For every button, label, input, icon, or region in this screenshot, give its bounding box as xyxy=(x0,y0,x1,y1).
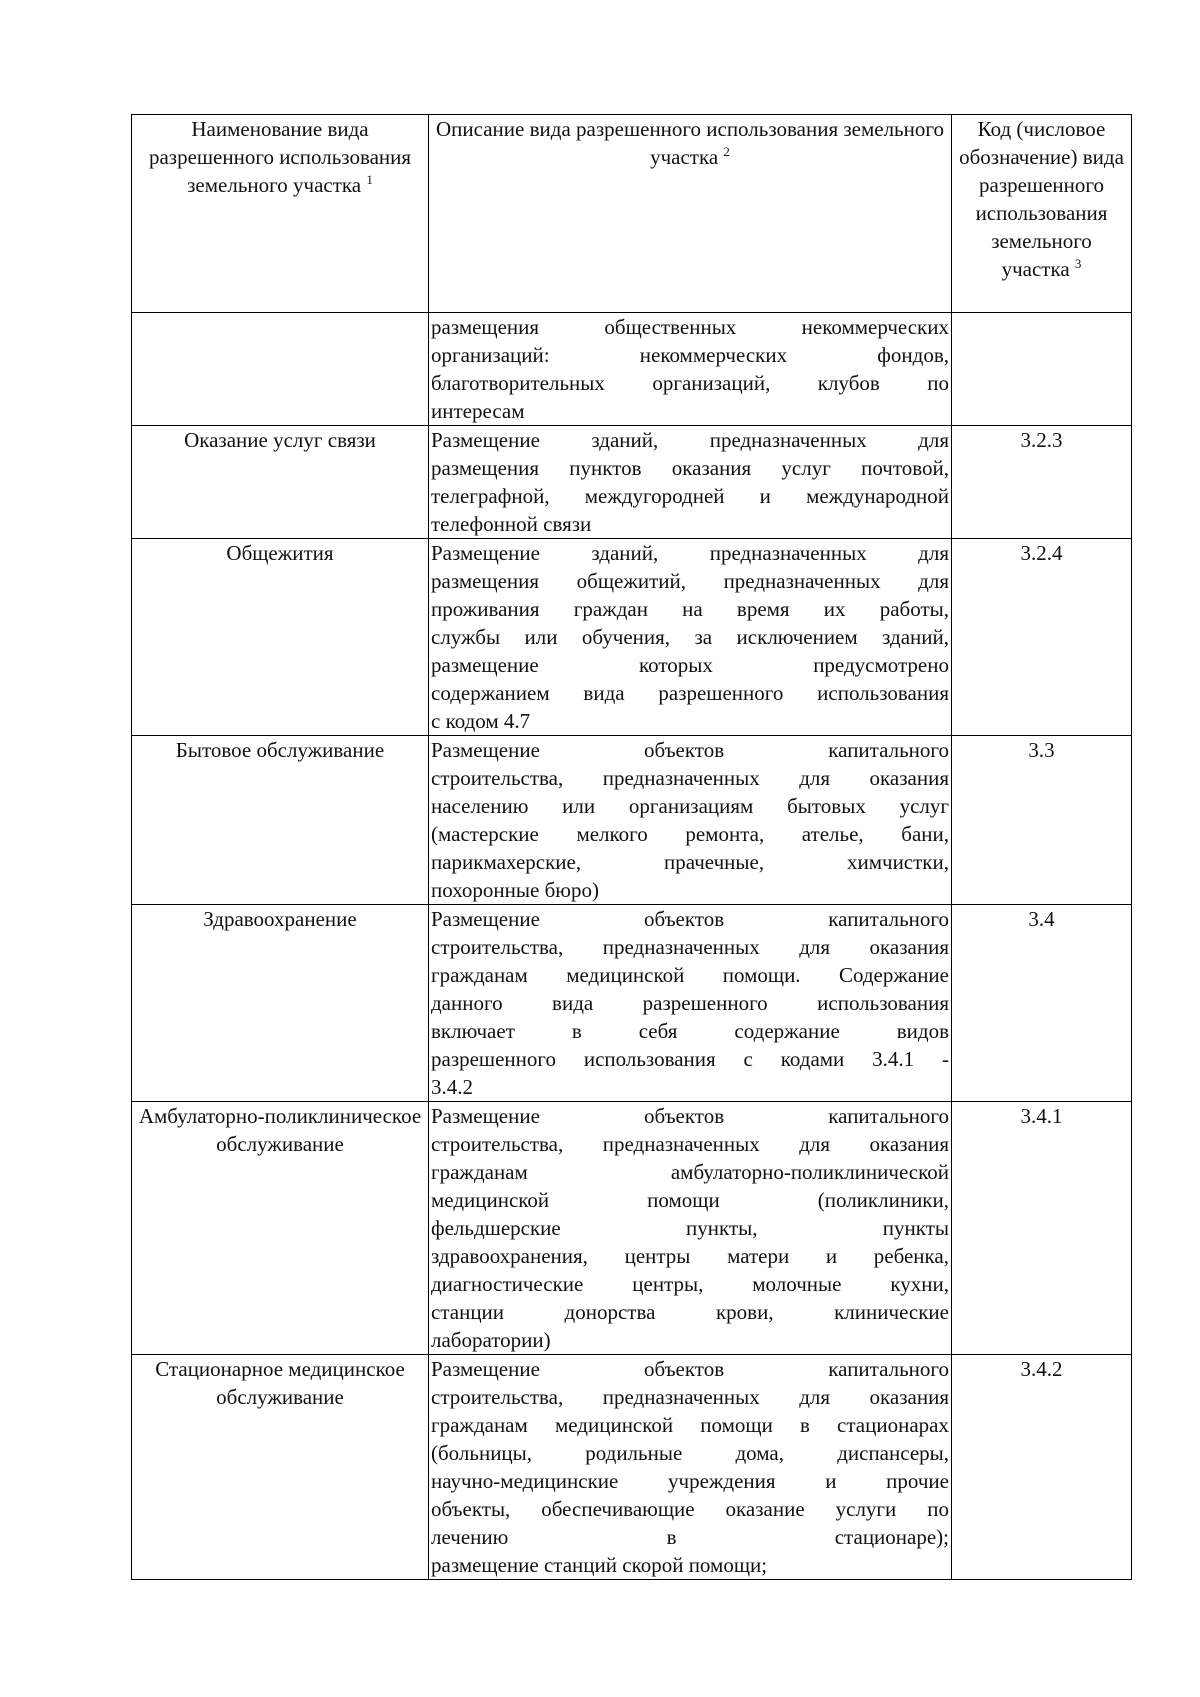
header-description-text: Описание вида разрешенного использования земельного участка xyxy=(436,117,944,169)
description-line: Размещение зданий, предназначенных для xyxy=(431,541,949,565)
description-line: Размещение объектов капитального xyxy=(431,738,949,762)
land-use-name-cell xyxy=(132,313,429,426)
description-line: Размещение зданий, предназначенных для xyxy=(431,428,949,452)
footnote-mark-1: 1 xyxy=(366,172,373,187)
table-row xyxy=(132,1355,1132,1580)
land-use-name-cell: Бытовое обслуживание xyxy=(132,736,429,905)
description-line: данного вида разрешенного использования xyxy=(431,991,949,1015)
land-use-code-cell: 3.2.3 xyxy=(952,426,1132,539)
description-line: Размещение объектов капитального xyxy=(431,1104,949,1128)
description-line: парикмахерские, прачечные, химчистки, xyxy=(431,850,949,874)
description-line: гражданам амбулаторно-поликлинической xyxy=(431,1160,949,1184)
description-line: 3.4.2 xyxy=(431,1075,473,1099)
description-line: похоронные бюро) xyxy=(431,878,599,902)
description-line: строительства, предназначенных для оказания xyxy=(431,766,949,790)
land-use-code-cell: 3.4.1 xyxy=(952,1102,1132,1355)
description-line: размещения общественных некоммерческих xyxy=(431,315,949,339)
table-row xyxy=(132,313,1132,426)
land-use-name-cell: Стационарное медицинское обслуживание xyxy=(132,1355,429,1580)
description-line: благотворительных организаций, клубов по xyxy=(431,371,949,395)
description-line: объекты, обеспечивающие оказание услуги по xyxy=(431,1497,949,1521)
description-line: включает в себя содержание видов xyxy=(431,1019,949,1043)
description-line: гражданам медицинской помощи. Содержание xyxy=(431,963,949,987)
description-line: населению или организациям бытовых услуг xyxy=(431,794,949,818)
land-use-name-cell: Здравоохранение xyxy=(132,905,429,1102)
description-line: размещения общежитий, предназначенных для xyxy=(431,569,949,593)
table-row xyxy=(132,905,1132,1102)
description-line: проживания граждан на время их работы, xyxy=(431,597,949,621)
description-line: диагностические центры, молочные кухни, xyxy=(431,1272,949,1296)
land-use-description-cell xyxy=(429,736,952,905)
land-use-name-cell: Общежития xyxy=(132,539,429,736)
description-line: с кодом 4.7 xyxy=(431,709,531,733)
description-line: содержанием вида разрешенного использования xyxy=(431,681,949,705)
footnote-mark-3: 3 xyxy=(1074,256,1082,271)
header-name-text: Наименование вида разрешенного использования земельного участка xyxy=(148,117,412,197)
description-line: Размещение объектов капитального xyxy=(431,1357,949,1381)
land-use-description-cell xyxy=(429,905,952,1102)
description-line: медицинской помощи (поликлиники, xyxy=(431,1188,949,1212)
description-line: здравоохранения, центры матери и ребенка, xyxy=(431,1244,949,1268)
description-line: размещения пунктов оказания услуг почтовой, xyxy=(431,456,949,480)
description-line: строительства, предназначенных для оказания xyxy=(431,1385,949,1409)
table-row xyxy=(132,426,1132,539)
header-code-text: Код (числовое обозначение) вида разрешенного использования земельного участка xyxy=(959,117,1124,281)
description-line: телеграфной, междугородней и международной xyxy=(431,484,949,508)
land-use-description-cell xyxy=(429,1355,952,1580)
land-use-description-cell xyxy=(429,539,952,736)
land-use-code-cell: 3.2.4 xyxy=(952,539,1132,736)
description-line: службы или обучения, за исключением зданий, xyxy=(431,625,949,649)
land-use-description-cell xyxy=(429,313,952,426)
header-description-cell xyxy=(429,115,952,313)
land-use-table xyxy=(131,114,1132,1580)
land-use-code-cell: 3.4.2 xyxy=(952,1355,1132,1580)
description-line: строительства, предназначенных для оказания xyxy=(431,1132,949,1156)
description-line: организаций: некоммерческих фондов, xyxy=(431,343,949,367)
land-use-code-cell xyxy=(952,313,1132,426)
land-use-description-cell xyxy=(429,1102,952,1355)
description-line: (больницы, родильные дома, диспансеры, xyxy=(431,1441,949,1465)
description-line: телефонной связи xyxy=(431,512,592,536)
description-line: научно-медицинские учреждения и прочие xyxy=(431,1469,949,1493)
description-line: фельдшерские пункты, пункты xyxy=(431,1216,949,1240)
description-line: строительства, предназначенных для оказания xyxy=(431,935,949,959)
header-name-cell xyxy=(132,115,429,313)
header-code-cell xyxy=(952,115,1132,313)
table-row xyxy=(132,539,1132,736)
description-line: станции донорства крови, клинические xyxy=(431,1300,949,1324)
table-row xyxy=(132,1102,1132,1355)
land-use-name-cell: Оказание услуг связи xyxy=(132,426,429,539)
description-line: гражданам медицинской помощи в стационарах xyxy=(431,1413,949,1437)
footnote-mark-2: 2 xyxy=(723,144,730,159)
description-line: лечению в стационаре); xyxy=(431,1525,949,1549)
land-use-code-cell: 3.4 xyxy=(952,905,1132,1102)
description-line: интересам xyxy=(431,399,525,423)
description-line: размещение станций скорой помощи; xyxy=(431,1553,768,1577)
land-use-description-cell xyxy=(429,426,952,539)
description-line: разрешенного использования с кодами 3.4.1 - xyxy=(431,1047,949,1071)
description-line: Размещение объектов капитального xyxy=(431,907,949,931)
description-line: лаборатории) xyxy=(431,1328,551,1352)
table-header-row xyxy=(132,115,1132,313)
description-line: размещение которых предусмотрено xyxy=(431,653,949,677)
land-use-name-cell: Амбулаторно-поликлиническое обслуживание xyxy=(132,1102,429,1355)
table-body xyxy=(132,313,1132,1580)
description-line: (мастерские мелкого ремонта, ателье, бани, xyxy=(431,822,949,846)
land-use-code-cell: 3.3 xyxy=(952,736,1132,905)
table-row xyxy=(132,736,1132,905)
